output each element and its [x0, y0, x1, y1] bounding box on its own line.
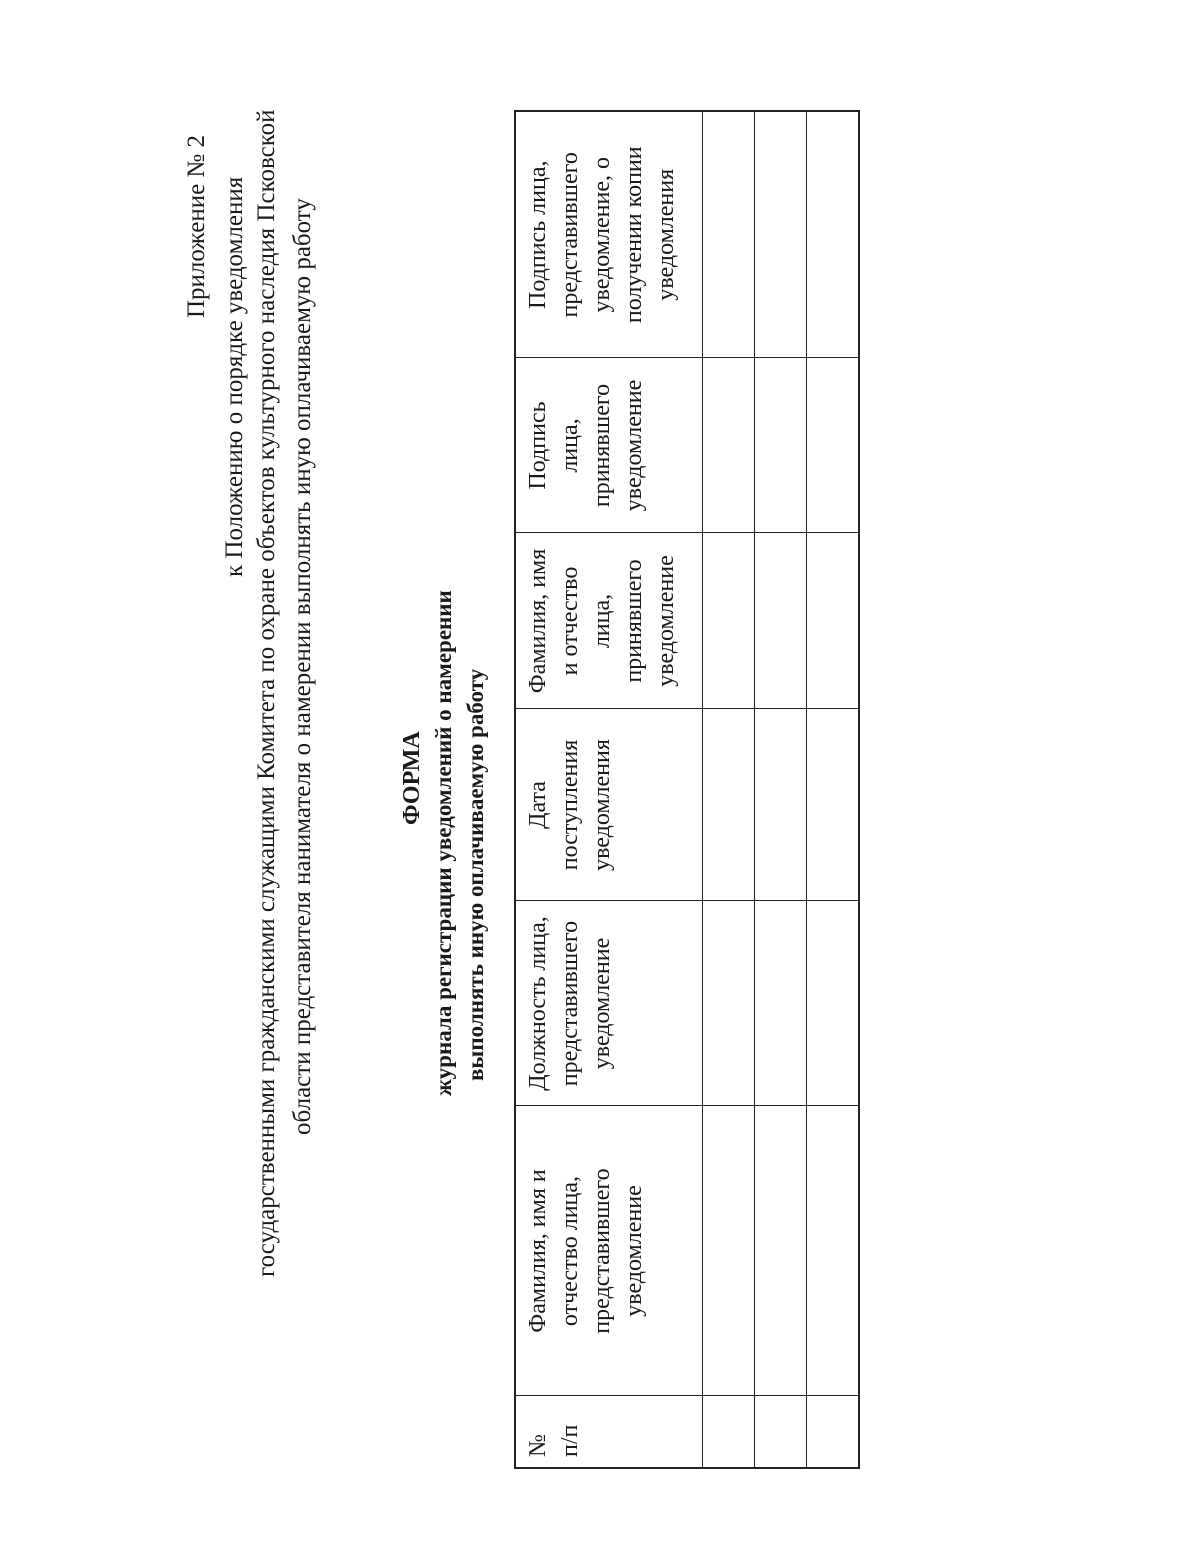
header-line: уведомление — [653, 555, 679, 687]
appendix-reference-line-2: государственными гражданскими служащими Комитета по охране объектов культурного наследия Псковской — [253, 109, 280, 1277]
header-line: представившего — [557, 152, 583, 318]
header-line: уведомления — [589, 739, 615, 871]
table-cell — [754, 1396, 806, 1468]
table-cell — [754, 111, 806, 358]
header-cell-submitter-name — [515, 1106, 702, 1396]
table-cell — [806, 358, 859, 533]
table-cell — [806, 901, 859, 1106]
table-cell — [702, 358, 754, 533]
journal-table — [514, 110, 860, 1469]
table-row — [702, 111, 754, 1468]
header-line: Подпись — [525, 401, 551, 490]
table-row — [754, 111, 806, 1468]
header-cell-receiver-name — [515, 533, 702, 709]
table-cell — [754, 358, 806, 533]
header-line: принявшего — [589, 383, 615, 508]
header-line: лица, — [589, 593, 615, 649]
form-subtitle-line-2: выполнять иную оплачиваемую работу — [463, 668, 488, 1081]
header-line: № — [525, 1434, 551, 1457]
appendix-number: Приложение № 2 — [183, 134, 210, 318]
header-cell-number — [515, 1396, 702, 1468]
header-line: Дата — [525, 781, 551, 829]
header-line: Фамилия, имя — [525, 548, 551, 694]
header-line: уведомление, о — [589, 157, 615, 313]
header-line: представившего — [589, 1168, 615, 1334]
form-title: ФОРМА — [399, 731, 425, 825]
header-line: Подпись лица, — [525, 160, 551, 309]
table-cell — [702, 1396, 754, 1468]
table-cell — [702, 111, 754, 358]
header-line: уведомление — [589, 937, 615, 1070]
table-cell — [806, 1106, 859, 1396]
table-cell — [702, 901, 754, 1106]
table-cell — [754, 533, 806, 709]
table-cell — [806, 1396, 859, 1468]
header-line: и отчество — [557, 566, 583, 676]
header-line: п/п — [557, 1424, 583, 1457]
appendix-reference-line-3: области представителя нанимателя о намерении выполнять иную оплачиваемую работу — [289, 198, 316, 1135]
header-line: лица, — [557, 418, 583, 473]
header-line: уведомления — [653, 168, 679, 301]
header-line: отчество лица, — [557, 1175, 583, 1327]
appendix-reference-line-1: к Положению о порядке уведомления — [221, 176, 248, 577]
header-cell-submitter-signature — [515, 111, 702, 358]
header-cell-receiver-signature — [515, 358, 702, 533]
header-line: Должность лица, — [525, 916, 551, 1091]
header-line: Фамилия, имя и — [525, 1169, 551, 1333]
table-cell — [754, 1106, 806, 1396]
table-cell — [754, 709, 806, 901]
table-cell — [702, 709, 754, 901]
header-line: поступления — [557, 739, 583, 871]
form-subtitle-line-1: журнала регистрации уведомлений о намерении — [431, 590, 456, 1096]
header-line: представившего — [557, 920, 583, 1087]
table-cell — [806, 111, 859, 358]
table-header-row — [515, 111, 702, 1468]
table-cell — [806, 709, 859, 901]
table-cell — [754, 901, 806, 1106]
header-cell-receipt-date — [515, 709, 702, 901]
header-line: уведомление — [621, 1185, 647, 1317]
table-cell — [806, 533, 859, 709]
header-line: принявшего — [621, 559, 647, 683]
header-cell-submitter-position — [515, 901, 702, 1106]
header-line: уведомление — [621, 379, 647, 512]
header-line: получении копии — [621, 146, 647, 324]
table-cell — [702, 533, 754, 709]
table-cell — [702, 1106, 754, 1396]
table-row — [806, 111, 859, 1468]
